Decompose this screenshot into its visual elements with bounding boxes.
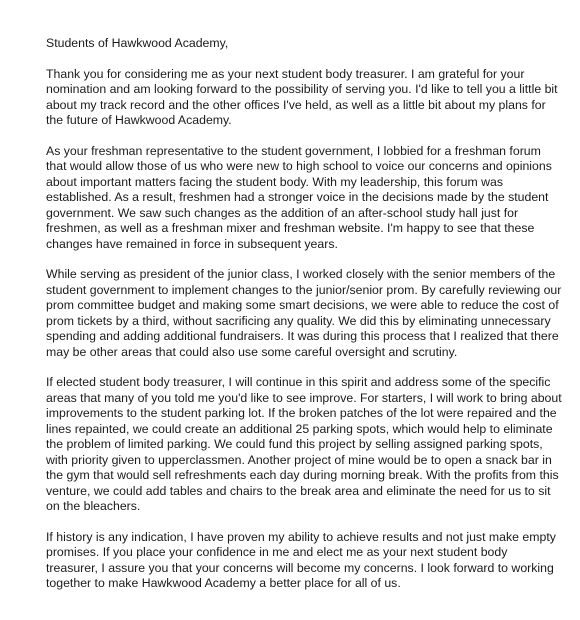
- letter-paragraph-freshman: As your freshman representative to the student government, I lobbied for a freshman forum that would allow those of us who were new to high school to voice our concerns and opinions about important matters facing the student body. With my leadership, this forum was established. As a result, freshmen had a stronger voice in the decisions made by the student government. We saw such changes as the addition of an after-school study hall just for freshmen, as well as a freshman mixer and freshman website. I'm happy to see that these changes have remained in force in subsequent years.: [46, 143, 552, 251]
- letter-paragraph-junior: While serving as president of the junior class, I worked closely with the senior members of the student government to implement changes to the junior/senior prom. By carefully reviewing our prom committee budget and making some smart decisions, we were able to reduce the cost of prom tickets by a third, without sacrificing any quality. We did this by eliminating unnecessary spending and adding additional fundraisers. It was during this process that I realized that there may be other areas that could also use some careful oversight and scrutiny.: [46, 267, 562, 359]
- letter-paragraph-intro: Thank you for considering me as your next student body treasurer. I am grateful for your nomination and am looking forward to the possibility of serving you. I'd like to tell you a little bit about my track record and the other offices I've held, as well as a little bit about my plans for the future of Hawkwood Academy.: [46, 66, 558, 127]
- letter-paragraph-closing: If history is any indication, I have proven my ability to achieve results and not just make empty promises. If you place your confidence in me and elect me as your next student body treasurer, I assure you that your concerns will become my concerns. I look forward to working together to make Hawkwood Academy a better place for all of us.: [46, 529, 556, 590]
- letter-salutation: Students of Hawkwood Academy,: [46, 36, 229, 50]
- letter-paragraph-plans: If elected student body treasurer, I will continue in this spirit and address some of the specific areas that many of you told me you'd like to see improve. For starters, I will work to bring about improvements to the student parking lot. If the broken patches of the lot were repaired and the lines repainted, we could create an additional 25 parking spots, which would help to eliminate the problem of limited parking. We could fund this project by selling assigned parking spots, with priority given to upperclassmen. Another project of mine would be to open a snack bar in the gym that would sell refreshments each day during morning break. With the profits from this venture, we could add tables and chairs to the break area and eliminate the need for us to sit on the bleachers.: [46, 375, 562, 513]
